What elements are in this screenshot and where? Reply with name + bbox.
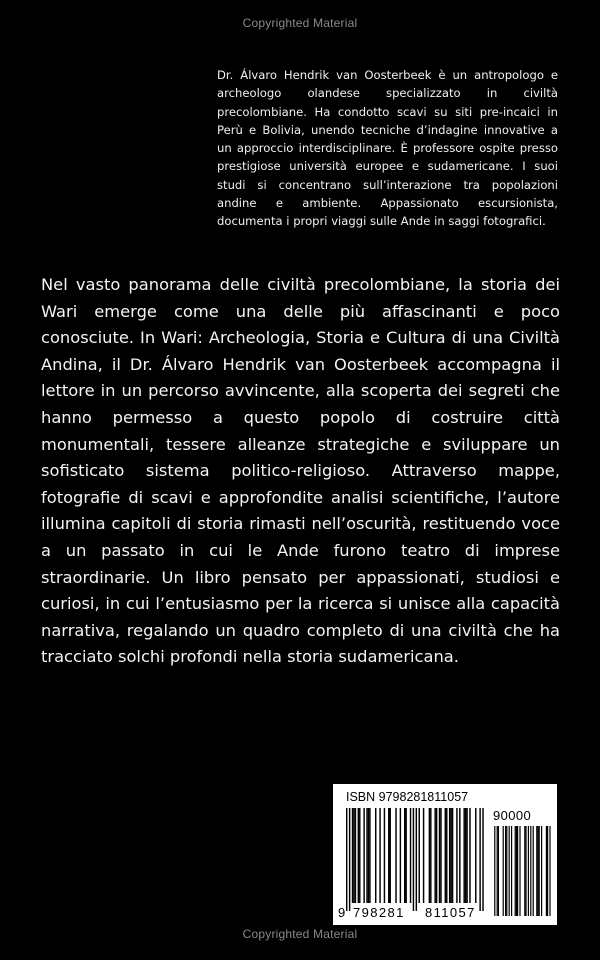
barcode-addon-bar: [549, 826, 550, 916]
barcode-bar: [395, 808, 396, 903]
barcode-bar: [446, 808, 447, 903]
barcode-bar: [355, 808, 356, 903]
barcode-bar: [353, 808, 354, 903]
barcode-addon-bar: [519, 826, 520, 916]
barcode-digits-right: 811057: [425, 905, 476, 920]
barcode-addon-bar: [541, 826, 542, 916]
barcode-bar: [430, 808, 431, 903]
barcode-bar: [400, 808, 401, 903]
barcode-bar: [479, 808, 480, 911]
barcode-bar: [459, 808, 460, 903]
barcode-bar: [429, 808, 430, 903]
book-description: Nel vasto panorama delle civiltà precolombiane, la storia dei Wari emerge come una delle più affascinanti e poco conosciute. In Wari: Archeologia, Storia e Cultura di una Civiltà Andina, il Dr. Álvaro Hendrik van Oosterbeek accompagna il lettore in un percorso avvincente, alla scoperta dei segreti che hanno permesso a questo popolo di costruire città monumentali, tessere alleanze strategiche e sviluppare un sofisticato sistema politico-religioso. Attraverso mappe, fotografie di scavi e approfondite analisi scientifiche, l’autore illumina capitoli di storia rimasti nell’oscurità, restituendo voce a un passato in cui le Ande furono teatro di imprese straordinarie. Un libro pensato per appassionati, studiosi e curiosi, in cui l’entusiasmo per la ricerca si unisce alla capacità narrativa, regalando un quadro completo di una civiltà che ha tracciato solchi profondi nella storia sudamericana.: [41, 275, 560, 667]
barcode-addon-bar: [533, 826, 534, 916]
barcode-bar: [375, 808, 376, 903]
barcode-bar: [434, 808, 435, 903]
barcode-addon-bar: [516, 826, 517, 916]
barcode-addon-bar: [528, 826, 529, 916]
barcode-addon-bar: [546, 826, 547, 916]
barcode-bar: [449, 808, 450, 903]
barcode-addon-bar: [547, 826, 548, 916]
barcode-bar: [359, 808, 360, 903]
barcode-addon-bar: [494, 826, 495, 916]
barcode-addon-bar: [524, 826, 525, 916]
barcode-bar: [482, 808, 483, 911]
barcode-bar: [445, 808, 446, 903]
barcode-bar: [439, 808, 440, 903]
barcode-bar: [404, 808, 405, 903]
barcode-bar: [384, 808, 385, 903]
barcode-bar: [440, 808, 441, 903]
barcode-bars: [333, 784, 557, 925]
barcode-bar: [463, 808, 464, 903]
barcode-bar: [379, 808, 380, 903]
barcode-addon-bar: [515, 826, 516, 916]
barcode-addon-bar: [509, 826, 510, 916]
barcode-addon-number: 90000: [493, 808, 532, 823]
isbn-barcode: [333, 784, 557, 925]
isbn-label: ISBN 9798281811057: [346, 790, 469, 804]
barcode-bar: [465, 808, 466, 903]
barcode-bar: [349, 808, 350, 911]
author-bio: Dr. Álvaro Hendrik van Oosterbeek è un antropologo e archeologo olandese specializzato in civiltà precolombiane. Ha condotto scavi su siti pre-incaici in Perù e Bolivia, unendo tecniche d’indagine innovative a un approccio interdisciplinare. È professore ospite presso prestigiose università europee e sudamericane. I suoi studi si concentrano sull’interazione tra popolazioni andine e ambiente. Appassionato escursionista, documenta i propri viaggi sulle Ande in saggi fotografici.: [217, 68, 558, 229]
barcode-addon-bar: [517, 826, 518, 916]
barcode-bar: [475, 808, 476, 903]
barcode-addon-bar: [525, 826, 526, 916]
barcode-addon-bar: [505, 826, 506, 916]
barcode-digits-left: 798281: [353, 905, 405, 920]
barcode-bar: [352, 808, 353, 903]
barcode-bar: [390, 808, 391, 903]
barcode-addon-bar: [536, 826, 537, 916]
barcode-addon-bar: [537, 826, 538, 916]
barcode-bar: [363, 808, 364, 903]
barcode-bar: [388, 808, 389, 903]
barcode-bar: [358, 808, 359, 903]
barcode-bar: [423, 808, 424, 903]
barcode-digit-first: 9: [338, 905, 346, 920]
barcode-bar: [466, 808, 467, 903]
barcode-bar: [413, 808, 414, 911]
barcode-bar: [369, 808, 370, 903]
watermark-bottom: Copyrighted Material: [242, 927, 358, 941]
barcode-addon-bar: [498, 826, 499, 916]
barcode-bar: [416, 808, 417, 911]
barcode-bar: [410, 808, 411, 903]
barcode-addon-bar: [497, 826, 498, 916]
barcode-bar: [456, 808, 457, 903]
barcode-bar: [436, 808, 437, 903]
barcode-bar: [450, 808, 451, 903]
barcode-bar: [469, 808, 470, 903]
barcode-addon-bar: [503, 826, 504, 916]
barcode-addon-bar: [511, 826, 512, 916]
barcode-bar: [366, 808, 367, 903]
watermark-top: Copyrighted Material: [242, 16, 358, 30]
barcode-addon-bar: [506, 826, 507, 916]
barcode-addon-bar: [539, 826, 540, 916]
barcode-addon-bar: [530, 826, 531, 916]
barcode-bar: [405, 808, 406, 903]
barcode-bar: [452, 808, 453, 903]
barcode-bar: [419, 808, 420, 903]
barcode-bar: [346, 808, 347, 911]
barcode-bar: [368, 808, 369, 903]
